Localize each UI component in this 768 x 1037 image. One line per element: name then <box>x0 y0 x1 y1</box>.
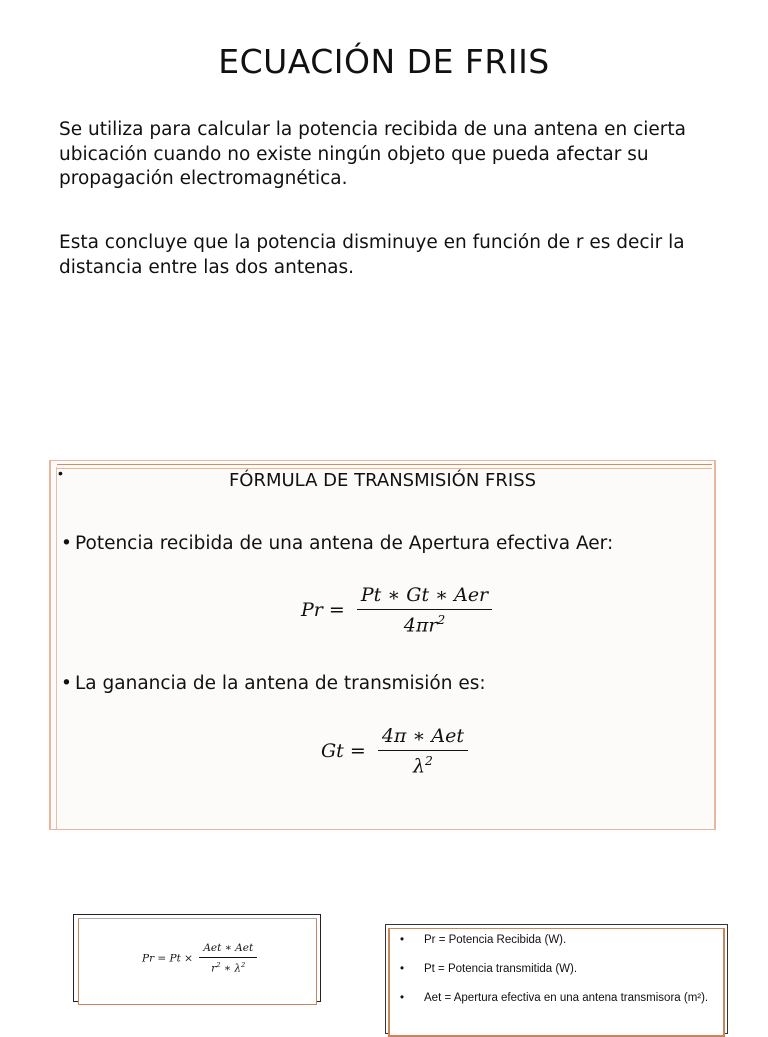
transmit-gain-equation <box>321 725 468 777</box>
formula-box <box>49 460 716 830</box>
box-top-border <box>57 464 712 469</box>
denominator-exponent: 2 <box>425 754 433 768</box>
denominator-base: 4πr <box>403 614 438 637</box>
friis-equation-inner <box>78 918 317 1005</box>
equation-numerator: 4π ∗ Aet <box>378 725 468 751</box>
definitions-inner <box>388 928 725 1037</box>
received-power-equation <box>301 584 492 636</box>
page-title: ECUACIÓN DE FRIIS <box>218 42 550 81</box>
denominator-r-exponent: 2 <box>216 961 221 969</box>
equation-fraction <box>199 942 257 975</box>
definition-item: • Pt = Potencia transmitida (W). <box>400 963 708 975</box>
bullet-received-power <box>61 533 613 554</box>
equation-denominator <box>357 610 492 636</box>
denominator-r: r <box>211 962 217 975</box>
bullet-dot: • <box>61 533 72 554</box>
equation-lhs: Gt = <box>321 740 366 763</box>
stray-bullet: • <box>58 465 63 481</box>
definitions-list <box>400 934 708 1021</box>
equation-fraction <box>378 725 468 777</box>
friis-equation <box>142 942 257 975</box>
equation-numerator: Aet ∗ Aet <box>199 942 257 958</box>
definition-item: • Aet = Apertura efectiva en una antena transmisora (m²). <box>400 992 708 1004</box>
definition-item: • Pr = Potencia Recibida (W). <box>400 934 708 946</box>
bullet-transmit-gain <box>61 673 486 694</box>
denominator-lambda-exponent: 2 <box>241 961 246 969</box>
formula-box-title: FÓRMULA DE TRANSMISIÓN FRISS <box>228 470 537 491</box>
intro-paragraph: Se utiliza para calcular la potencia recibida de una antena en cierta ubicación cuando no existe ningún objeto que pueda afectar su propagación electromagnética. <box>59 119 686 189</box>
definitions-box <box>385 924 728 1034</box>
denominator-base: λ <box>412 755 425 778</box>
equation-lhs: Pr = Pt × <box>142 952 193 965</box>
equation-numerator: Pt ∗ Gt ∗ Aer <box>357 584 492 610</box>
denominator-operator: ∗ <box>220 962 235 975</box>
friis-equation-box <box>73 914 321 1002</box>
denominator-exponent: 2 <box>437 613 446 627</box>
box-left-border <box>56 467 57 829</box>
conclusion-paragraph: Esta concluye que la potencia disminuye en función de r es decir la distancia entre las dos antenas. <box>59 232 685 278</box>
bullet-text: La ganancia de la antena de transmisión es: <box>75 673 486 694</box>
equation-fraction <box>357 584 492 636</box>
bullet-text: Potencia recibida de una antena de Apertura efectiva Aer: <box>75 533 614 554</box>
equation-lhs: Pr = <box>301 599 345 622</box>
equation-denominator <box>378 751 468 777</box>
denominator-lambda: λ <box>234 962 241 975</box>
equation-denominator <box>199 958 257 975</box>
bullet-dot: • <box>61 673 72 694</box>
